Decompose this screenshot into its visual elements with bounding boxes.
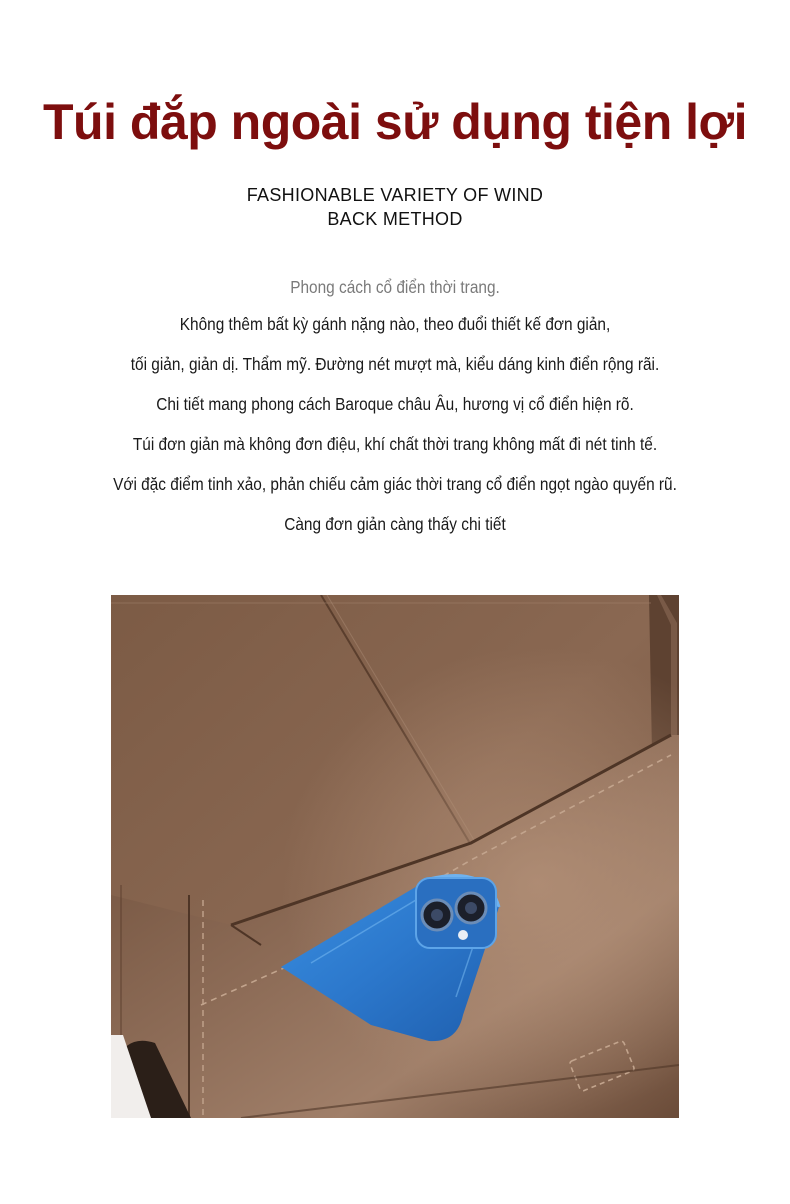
description-line: Phong cách cổ điển thời trang. <box>290 277 500 297</box>
bag-pocket-illustration <box>111 595 679 1118</box>
description-block <box>0 272 790 544</box>
flash-icon <box>458 930 468 940</box>
page-title: Túi đắp ngoài sử dụng tiện lợi <box>43 94 747 150</box>
description-line: Chi tiết mang phong cách Baroque châu Âu, hương vị cổ điển hiện rõ. <box>156 394 634 414</box>
english-subtitle <box>0 183 790 231</box>
product-photo <box>111 595 679 1118</box>
description-line: tối giản, giản dị. Thẩm mỹ. Đường nét mượt mà, kiểu dáng kinh điển rộng rãi. <box>130 354 660 374</box>
description-line: Càng đơn giản càng thấy chi tiết <box>284 514 506 534</box>
subtitle-line-2: BACK METHOD <box>327 209 463 229</box>
description-line: Với đặc điểm tinh xảo, phản chiếu cảm giác thời trang cổ điển ngọt ngào quyến rũ. <box>113 474 677 494</box>
description-line: Túi đơn giản mà không đơn điệu, khí chất thời trang không mất đi nét tinh tế. <box>132 434 658 454</box>
subtitle-line-1: FASHIONABLE VARIETY OF WIND <box>246 185 544 205</box>
description-line: Không thêm bất kỳ gánh nặng nào, theo đuổi thiết kế đơn giản, <box>179 314 611 334</box>
